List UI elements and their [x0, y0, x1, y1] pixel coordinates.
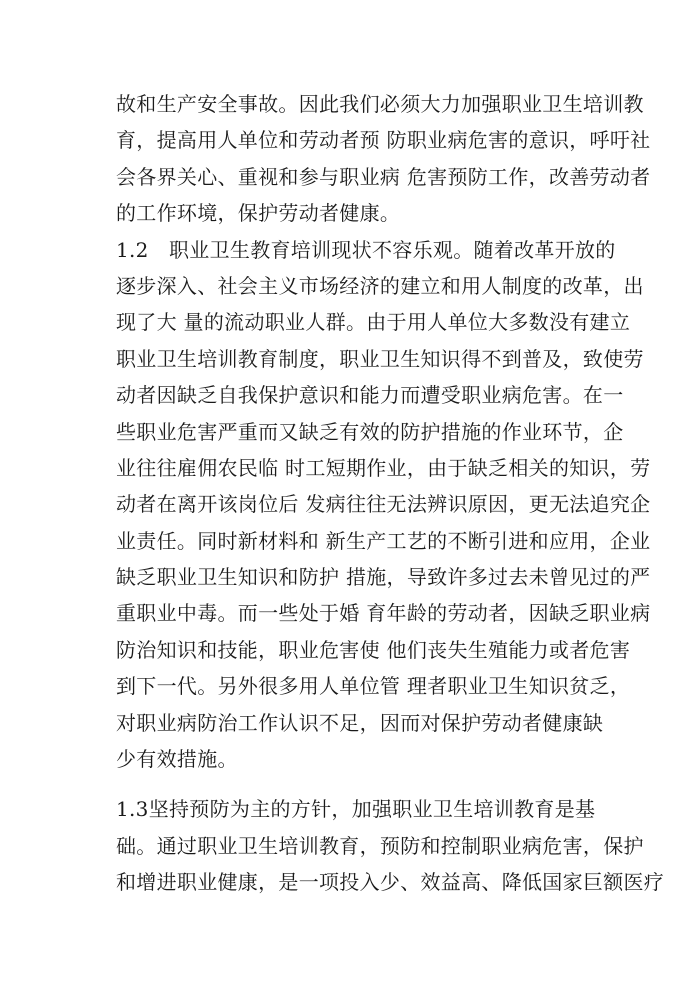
text-line: 故和生产安全事故。因此我们必须大力加强职业卫生培训教	[116, 92, 644, 116]
document-body	[116, 86, 665, 901]
text-line: 动者因缺乏自我保护意识和能力而遭受职业病危害。在一	[116, 383, 624, 408]
text-line: 的工作环境，保护劳动者健康。	[116, 201, 401, 226]
text-line: 职业卫生培训教育制度，职业卫生知识得不到普及，致使劳	[116, 346, 644, 371]
text-line: 1.2 职业卫生教育培训现状不容乐观。随着改革开放的	[116, 237, 616, 262]
paragraph-spacer	[116, 777, 586, 791]
text-line: 和增进职业健康，是一项投入少、效益高、降低国家巨额医疗	[116, 870, 665, 895]
paragraph-1	[116, 86, 651, 232]
text-line: 业往往雇佣农民临 时工短期作业，由于缺乏相关的知识，劳	[116, 455, 651, 480]
text-line: 础。通过职业卫生培训教育，预防和控制职业病危害，保护	[116, 833, 644, 858]
text-line: 到下一代。另外很多用人单位管 理者职业卫生知识贫乏，	[116, 674, 631, 699]
text-line: 缺乏职业卫生知识和防护 措施，导致许多过去未曾见过的严	[116, 565, 651, 590]
paragraph-1-2	[116, 232, 651, 778]
text-line: 对职业病防治工作认识不足，因而对保护劳动者健康缺	[116, 710, 604, 735]
text-line: 重职业中毒。而一些处于婚 育年龄的劳动者，因缺乏职业病	[116, 601, 651, 626]
text-line: 动者在离开该岗位后 发病往往无法辨识原因，更无法追究企	[116, 492, 651, 517]
text-line: 逐步深入、社会主义市场经济的建立和用人制度的改革，出	[116, 273, 644, 298]
text-line: 少有效措施。	[116, 747, 238, 772]
text-line: 会各界关心、重视和参与职业病 危害预防工作，改善劳动者	[116, 164, 651, 189]
text-line: 1.3坚持预防为主的方针，加强职业卫生培训教育是基	[116, 797, 596, 822]
text-line: 些职业危害严重而又缺乏有效的防护措施的作业环节，企	[116, 419, 624, 444]
text-line: 防治知识和技能，职业危害使 他们丧失生殖能力或者危害	[116, 637, 631, 662]
text-line: 现了大 量的流动职业人群。由于用人单位大多数没有建立	[116, 310, 631, 335]
text-line: 育，提高用人单位和劳动者预 防职业病危害的意识，呼吁社	[116, 128, 651, 153]
text-line: 业责任。同时新材料和 新生产工艺的不断引进和应用，企业	[116, 528, 651, 553]
paragraph-1-3	[116, 791, 665, 900]
